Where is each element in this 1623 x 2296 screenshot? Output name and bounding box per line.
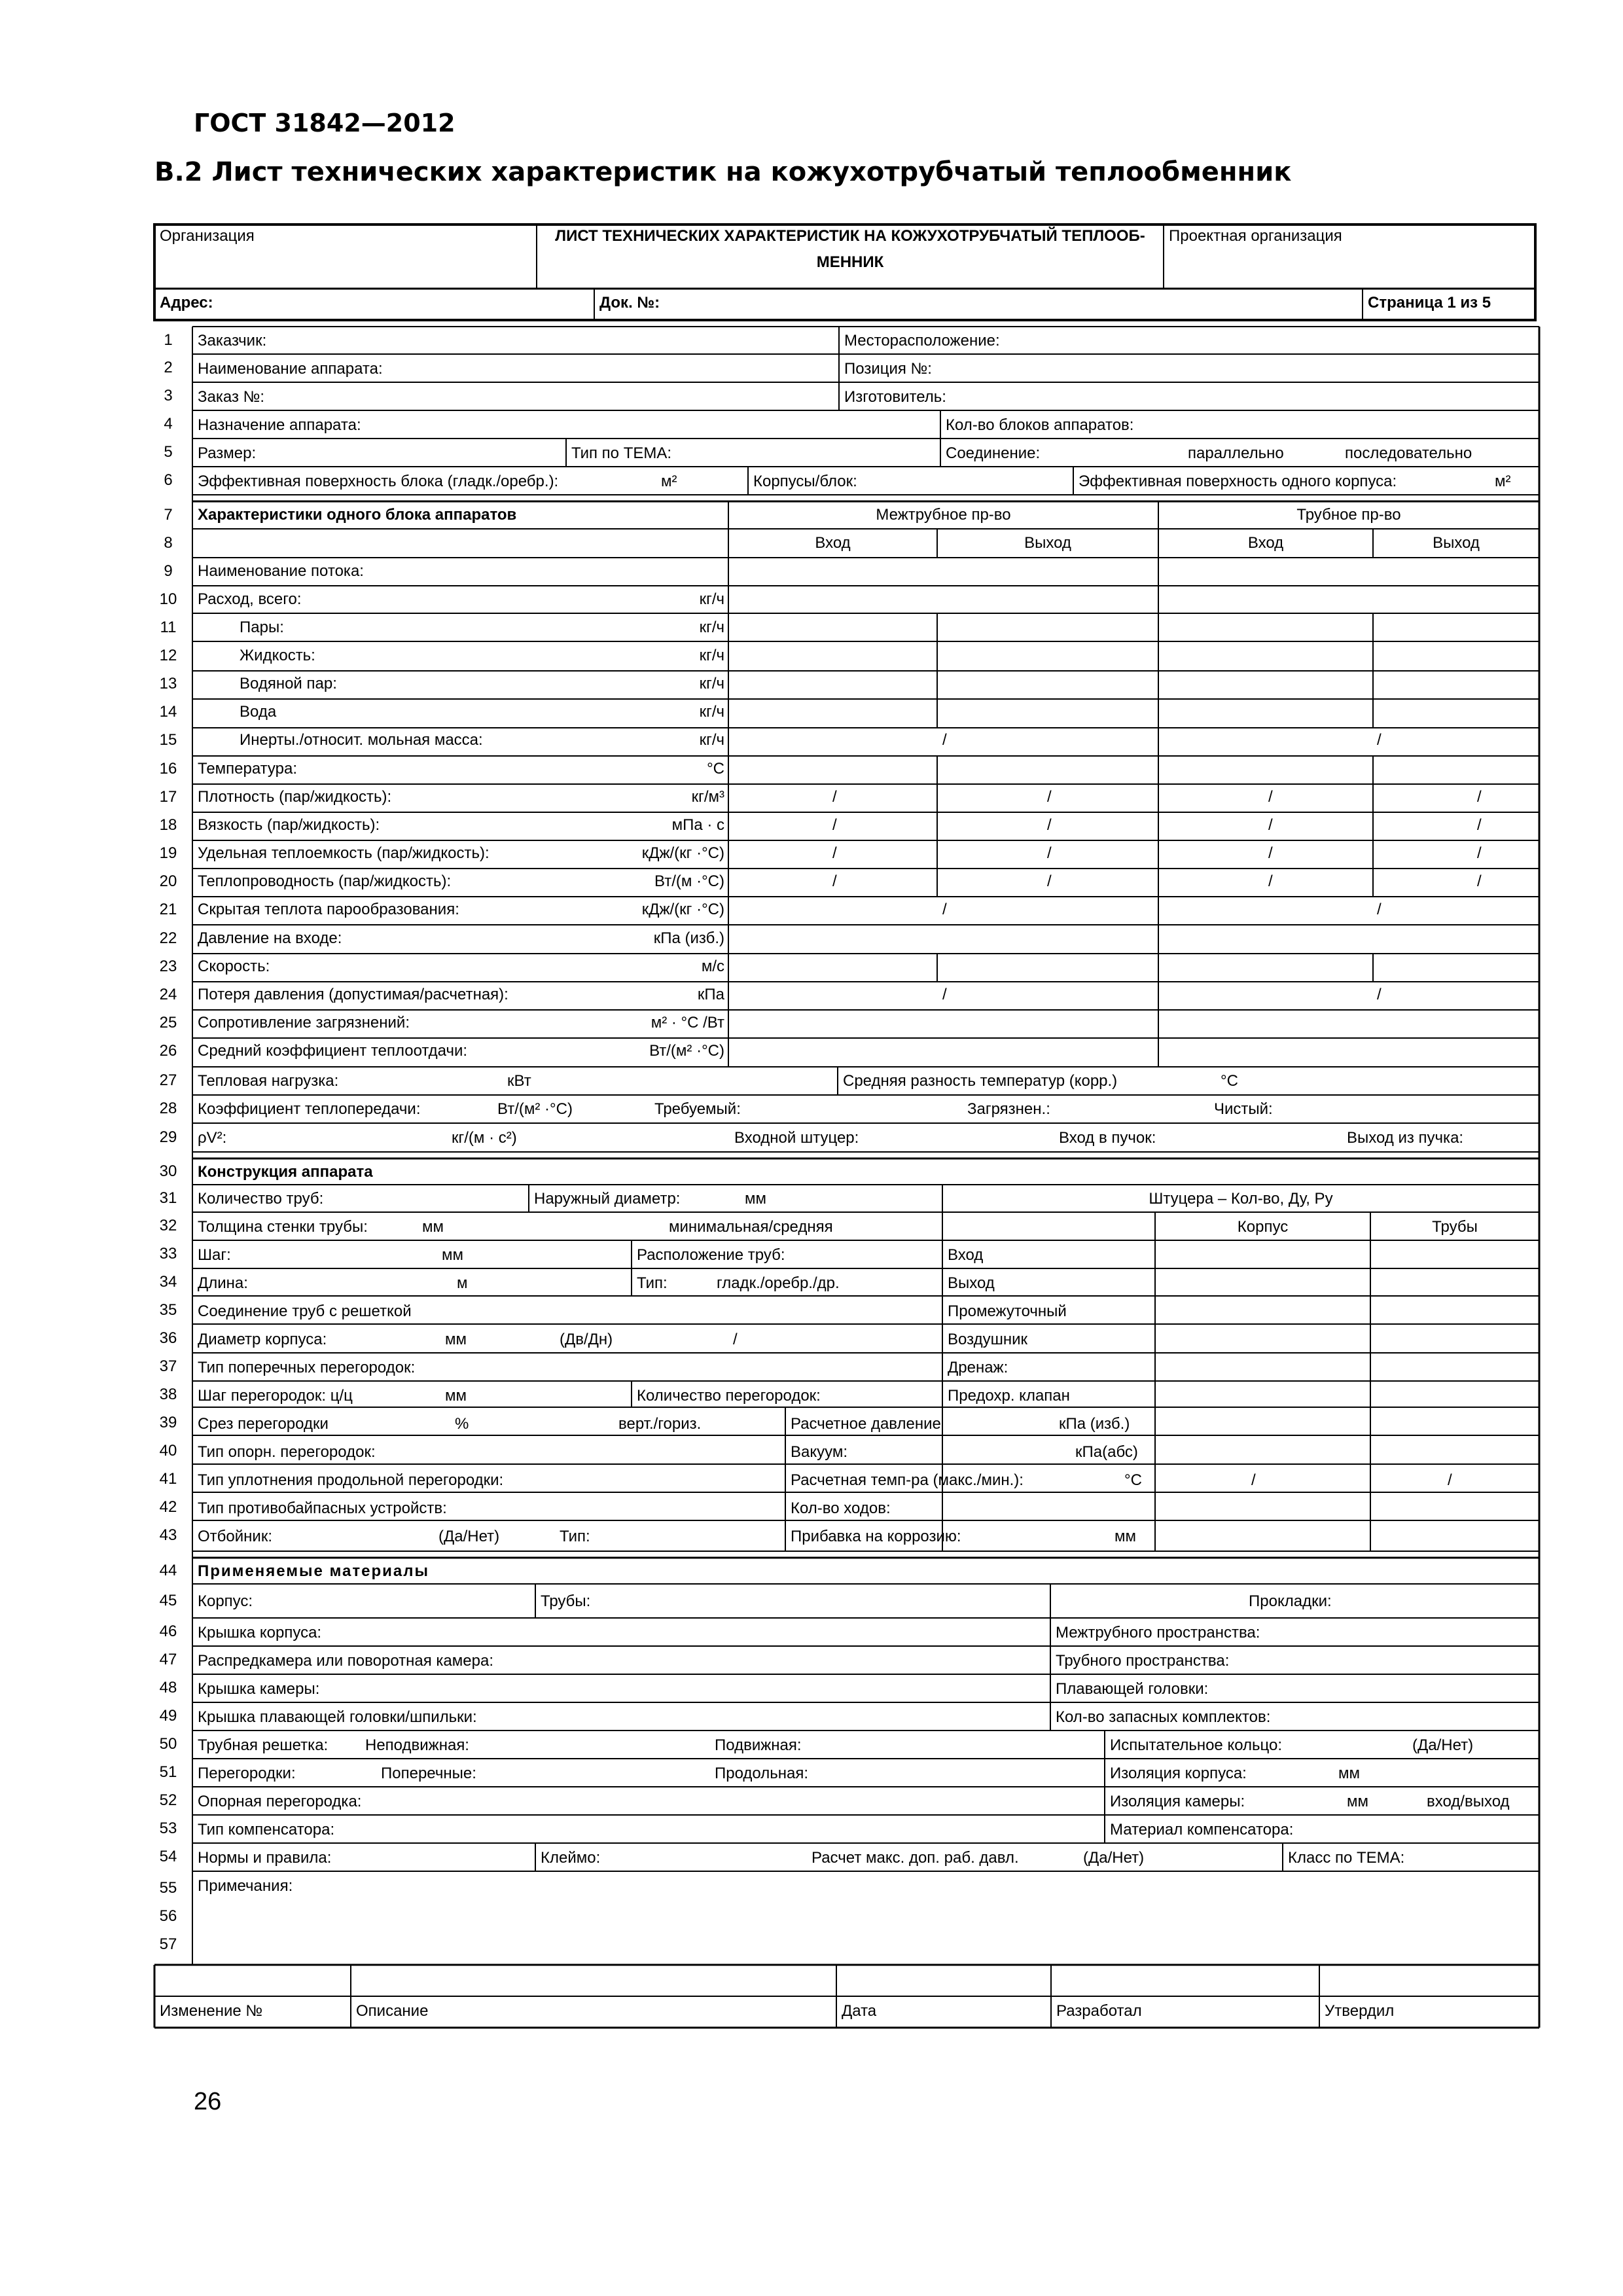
row-number: 36 <box>159 1329 177 1347</box>
m2-unit-1: м² <box>661 473 677 490</box>
mat-chan-ins-mm: мм <box>1347 1793 1368 1810</box>
row-number: 1 <box>164 331 173 349</box>
row-number: 38 <box>159 1386 177 1403</box>
row-number: 43 <box>159 1526 177 1544</box>
mat-test-ring-yesno: (Да/Нет) <box>1412 1736 1474 1754</box>
tema-type-label: Тип по ТЕМА: <box>571 444 672 462</box>
design-temp-slash-2: / <box>1448 1471 1452 1489</box>
row-number: 53 <box>159 1820 177 1837</box>
bundle-in-label: Вход в пучок: <box>1059 1129 1156 1147</box>
slash-separator: / <box>1047 816 1052 834</box>
u-unit: Вт/(м² ·°С) <box>497 1100 573 1118</box>
slash-separator: / <box>832 816 837 834</box>
bypass-label: Тип противобайпасных устройств: <box>198 1499 447 1517</box>
perf-item-unit: кг/ч <box>699 647 724 664</box>
length-label: Длина: <box>198 1274 248 1292</box>
row-number: 23 <box>159 958 177 975</box>
perf-item-label: Средний коэффициент теплоотдачи: <box>198 1042 468 1060</box>
row-number: 33 <box>159 1245 177 1263</box>
mat-chan-ins-label: Изоляция камеры: <box>1110 1793 1245 1810</box>
perf-item-label: Плотность (пар/жидкость): <box>198 788 392 806</box>
perf-item-label: Скорость: <box>198 958 270 975</box>
rhov2-label: ρV²: <box>198 1129 227 1147</box>
required-label: Требуемый: <box>654 1100 741 1118</box>
row-number: 32 <box>159 1217 177 1234</box>
mat-tubes-label: Трубы: <box>541 1592 591 1610</box>
od-label: Наружный диаметр: <box>534 1190 681 1208</box>
fouled-label: Загрязнен.: <box>967 1100 1050 1118</box>
row-number: 50 <box>159 1735 177 1753</box>
row-number: 29 <box>159 1128 177 1146</box>
tube-inlet: Вход <box>1247 534 1284 552</box>
row-number: 48 <box>159 1679 177 1696</box>
manufacturer-label: Изготовитель: <box>844 388 946 406</box>
standard-number: ГОСТ 31842—2012 <box>194 109 455 137</box>
mat-baffles-label: Перегородки: <box>198 1765 296 1782</box>
row-number: 6 <box>164 471 173 489</box>
perf-item-unit: Вт/(м ·°С) <box>654 872 724 890</box>
shell-dia-slash: / <box>733 1331 738 1348</box>
vent-label: Воздушник <box>948 1331 1027 1348</box>
perf-item-label: Сопротивление загрязнений: <box>198 1014 410 1031</box>
construction-header: Конструкция аппарата <box>198 1163 373 1181</box>
perf-item-label: Давление на входе: <box>198 929 342 947</box>
row-number: 47 <box>159 1651 177 1668</box>
design-press-label: Расчетное давление <box>791 1415 941 1433</box>
location-label: Месторасположение: <box>844 332 1000 350</box>
wall-mm: мм <box>422 1218 444 1236</box>
row-number: 44 <box>159 1562 177 1579</box>
mat-test-ring-label: Испытательное кольцо: <box>1110 1736 1283 1754</box>
design-temp-c: °С <box>1124 1471 1142 1489</box>
nozzle-tubes-header: Трубы <box>1432 1218 1478 1236</box>
slash-separator: / <box>1477 844 1482 862</box>
kpa-g-unit: кПа (изб.) <box>1059 1415 1130 1433</box>
doc-no-label: Док. №: <box>599 294 660 312</box>
series-option: последовательно <box>1345 444 1472 462</box>
baffle-count-label: Количество перегородок: <box>637 1387 821 1405</box>
nozzle-in-label: Вход <box>948 1246 984 1264</box>
row-number: 10 <box>159 590 177 608</box>
rev-label: Изменение № <box>160 2002 263 2020</box>
slash-separator: / <box>1268 788 1273 806</box>
mat-cross-label: Поперечные: <box>381 1765 476 1782</box>
cut-label: Срез перегородки <box>198 1415 329 1433</box>
date-label: Дата <box>842 2002 877 2020</box>
cut-pct: % <box>455 1415 469 1433</box>
row-number: 19 <box>159 844 177 862</box>
perf-item-unit: °C <box>707 760 724 778</box>
row-number: 17 <box>159 788 177 806</box>
nozzle-shell-header: Корпус <box>1237 1218 1289 1236</box>
slash-separator: / <box>1477 788 1482 806</box>
min-avg-label: минимальная/средняя <box>669 1218 833 1236</box>
row-number: 21 <box>159 901 177 918</box>
row-number: 16 <box>159 760 177 778</box>
pitch-label: Шаг: <box>198 1246 231 1264</box>
mat-tubesheet-label: Трубная решетка: <box>198 1736 329 1754</box>
row-number: 34 <box>159 1273 177 1291</box>
slash-separator: / <box>832 872 837 890</box>
materials-header: Применяемые материалы <box>198 1562 429 1580</box>
perf-item-unit: кг/ч <box>699 619 724 636</box>
bundle-out-label: Выход из пучка: <box>1347 1129 1464 1147</box>
mat-spares-label: Кол-во запасных комплектов: <box>1056 1708 1271 1726</box>
perf-item-label: Инерты./относит. мольная масса: <box>240 731 483 749</box>
row-number: 45 <box>159 1592 177 1609</box>
kpa-a-unit: кПа(абс) <box>1075 1443 1138 1461</box>
shells-per-block-label: Корпусы/блок: <box>753 473 857 490</box>
row-number: 40 <box>159 1442 177 1460</box>
m2-unit-2: м² <box>1495 473 1511 490</box>
layout-label: Расположение труб: <box>637 1246 785 1264</box>
row-number: 42 <box>159 1498 177 1516</box>
mat-tema-class-label: Класс по ТЕМА: <box>1288 1849 1405 1867</box>
impingement-yesno: (Да/Нет) <box>438 1528 500 1545</box>
slash-separator: / <box>832 788 837 806</box>
row-number: 24 <box>159 986 177 1003</box>
slash-separator: / <box>942 986 947 1003</box>
shell-dia-mm: мм <box>445 1331 467 1348</box>
cross-baffles-label: Тип поперечных перегородок: <box>198 1359 416 1376</box>
row-number: 26 <box>159 1042 177 1060</box>
baffle-pitch-label: Шаг перегородок: ц/ц <box>198 1387 353 1405</box>
slash-separator: / <box>1268 816 1273 834</box>
tube-side-header: Трубное пр-во <box>1296 506 1401 524</box>
slash-separator: / <box>1377 901 1382 918</box>
mat-shell-ins-label: Изоляция корпуса: <box>1110 1765 1247 1782</box>
impingement-type: Тип: <box>560 1528 590 1545</box>
drain-label: Дренаж: <box>948 1359 1008 1376</box>
row-number: 13 <box>159 675 177 692</box>
row-number: 46 <box>159 1623 177 1640</box>
rhov2-unit: кг/(м · с²) <box>452 1129 517 1147</box>
mat-codes-label: Нормы и правила: <box>198 1849 332 1867</box>
mat-shell-side-label: Межтрубного пространства: <box>1056 1624 1260 1641</box>
kw-unit: кВт <box>507 1072 531 1090</box>
finned-options: гладк./оребр./др. <box>717 1274 840 1292</box>
degc-unit: °С <box>1221 1072 1238 1090</box>
relief-label: Предохр. клапан <box>948 1387 1070 1405</box>
perf-item-unit: м/с <box>701 958 724 975</box>
eff-surface-block-label: Эффективная поверхность блока (гладк./оребр.): <box>198 473 559 490</box>
page-of-label: Страница 1 из 5 <box>1368 294 1491 312</box>
row-number: 39 <box>159 1414 177 1431</box>
size-label: Размер: <box>198 444 257 462</box>
row-number: 7 <box>164 506 173 524</box>
perf-item-label: Пары: <box>240 619 284 636</box>
design-temp-slash-1: / <box>1251 1471 1256 1489</box>
dv-dn-label: (Дв/Дн) <box>560 1331 613 1348</box>
design-temp-label: Расчетная темп-ра (макс./мин.): <box>791 1471 1024 1489</box>
mat-stationary-label: Неподвижная: <box>365 1736 469 1754</box>
purpose-label: Назначение аппарата: <box>198 416 361 434</box>
slash-separator: / <box>1477 872 1482 890</box>
position-label: Позиция №: <box>844 360 932 378</box>
perf-item-label: Потеря давления (допустимая/расчетная): <box>198 986 508 1003</box>
row-number: 20 <box>159 872 177 890</box>
row-number: 54 <box>159 1848 177 1865</box>
corrosion-label: Прибавка на коррозию: <box>791 1528 961 1545</box>
address-label: Адрес: <box>160 294 213 312</box>
perf-item-unit: мПа · с <box>671 816 724 834</box>
slash-separator: / <box>1377 731 1382 749</box>
mat-shell-cover-label: Крышка корпуса: <box>198 1624 322 1641</box>
perf-item-unit: кДж/(кг ·°С) <box>641 844 724 862</box>
row-number: 28 <box>159 1100 177 1117</box>
row-number: 56 <box>159 1907 177 1925</box>
long-seal-label: Тип уплотнения продольной перегородки: <box>198 1471 504 1489</box>
mat-shell-label: Корпус: <box>198 1592 253 1610</box>
perf-item-unit: Вт/(м² ·°С) <box>649 1042 724 1060</box>
inlet-nozzle-label: Входной штуцер: <box>734 1129 859 1147</box>
slash-separator: / <box>1047 872 1052 890</box>
row-number: 15 <box>159 731 177 749</box>
row-number: 5 <box>164 443 173 461</box>
page-number: 26 <box>194 2088 222 2115</box>
pitch-mm: мм <box>442 1246 463 1264</box>
row-number: 35 <box>159 1301 177 1319</box>
slash-separator: / <box>1268 844 1273 862</box>
row-number: 8 <box>164 534 173 552</box>
slash-separator: / <box>1268 872 1273 890</box>
customer-label: Заказчик: <box>198 332 267 350</box>
length-m: м <box>457 1274 468 1292</box>
row-number: 41 <box>159 1470 177 1488</box>
perf-item-label: Наименование потока: <box>198 562 364 580</box>
perf-item-unit: м² · °С /Вт <box>651 1014 724 1031</box>
mat-gaskets-label: Прокладки: <box>1249 1592 1332 1610</box>
row-number: 27 <box>159 1071 177 1089</box>
mat-shell-ins-mm: мм <box>1338 1765 1360 1782</box>
sheet-title-2: МЕННИК <box>816 253 884 271</box>
clean-label: Чистый: <box>1214 1100 1273 1118</box>
row-number: 4 <box>164 415 173 433</box>
perf-item-unit: кг/ч <box>699 590 724 608</box>
perf-item-label: Вода <box>240 703 277 721</box>
row-number: 30 <box>159 1162 177 1180</box>
mtd-label: Средняя разность температур (корр.) <box>843 1072 1118 1090</box>
baffle-pitch-mm: мм <box>445 1387 467 1405</box>
mat-channel-cover-label: Крышка камеры: <box>198 1680 320 1698</box>
u-label: Коэффициент теплопередачи: <box>198 1100 421 1118</box>
perf-item-label: Температура: <box>198 760 298 778</box>
mat-floating-head-label: Плавающей головки: <box>1056 1680 1209 1698</box>
row-number: 11 <box>160 619 177 636</box>
perf-item-unit: кДж/(кг ·°С) <box>641 901 724 918</box>
slash-separator: / <box>832 844 837 862</box>
section-title: В.2 Лист технических характеристик на кожухотрубчатый теплообменник <box>154 157 1292 187</box>
perf-item-label: Расход, всего: <box>198 590 302 608</box>
perf-item-label: Жидкость: <box>240 647 315 664</box>
tube-type-label: Тип: <box>637 1274 668 1292</box>
perf-item-label: Скрытая теплота парообразования: <box>198 901 459 918</box>
blocks-label: Кол-во блоков аппаратов: <box>946 416 1134 434</box>
parallel-option: параллельно <box>1188 444 1284 462</box>
row-number: 22 <box>159 929 177 947</box>
mat-fh-cover-label: Крышка плавающей головки/шпильки: <box>198 1708 477 1726</box>
perf-item-label: Вязкость (пар/жидкость): <box>198 816 380 834</box>
od-mm: мм <box>745 1190 766 1208</box>
mat-long-label: Продольная: <box>715 1765 809 1782</box>
row-number: 52 <box>159 1791 177 1809</box>
support-label: Тип опорн. перегородок: <box>198 1443 376 1461</box>
shell-inlet: Вход <box>815 534 851 552</box>
slash-separator: / <box>1047 788 1052 806</box>
apparatus-name-label: Наименование аппарата: <box>198 360 383 378</box>
tube-outlet: Выход <box>1433 534 1480 552</box>
org-label: Организация <box>160 227 255 245</box>
perf-item-unit: кг/ч <box>699 731 724 749</box>
by-label: Разработал <box>1056 2002 1142 2020</box>
sheet-title-1: ЛИСТ ТЕХНИЧЕСКИХ ХАРАКТЕРИСТИК НА КОЖУХОТРУБЧАТЫЙ ТЕПЛООБ- <box>555 227 1145 245</box>
row-number: 49 <box>159 1707 177 1725</box>
connection-label: Соединение: <box>946 444 1041 462</box>
mat-support-plate-label: Опорная перегородка: <box>198 1793 362 1810</box>
vacuum-label: Вакуум: <box>791 1443 848 1461</box>
appr-label: Утвердил <box>1325 2002 1395 2020</box>
row-number: 14 <box>159 703 177 721</box>
slash-separator: / <box>1377 986 1382 1003</box>
design-org-label: Проектная организация <box>1169 227 1342 245</box>
perf-item-label: Водяной пар: <box>240 675 337 692</box>
row-number: 55 <box>159 1879 177 1897</box>
row-number: 37 <box>159 1357 177 1375</box>
desc-label: Описание <box>356 2002 429 2020</box>
row-number: 31 <box>159 1189 177 1207</box>
order-label: Заказ №: <box>198 388 265 406</box>
perf-item-unit: кПа (изб.) <box>653 929 724 947</box>
row-number: 12 <box>159 647 177 664</box>
orient-label: верт./гориз. <box>618 1415 702 1433</box>
mat-stamp-label: Клеймо: <box>541 1849 601 1867</box>
row-number: 51 <box>159 1763 177 1781</box>
row-number: 9 <box>164 562 173 580</box>
passes-label: Кол-во ходов: <box>791 1499 891 1517</box>
mat-tube-side-label: Трубного пространства: <box>1056 1652 1230 1670</box>
slash-separator: / <box>1047 844 1052 862</box>
slash-separator: / <box>1477 816 1482 834</box>
slash-separator: / <box>942 731 947 749</box>
shell-dia-label: Диаметр корпуса: <box>198 1331 327 1348</box>
row-number: 25 <box>159 1014 177 1031</box>
perf-item-unit: кг/ч <box>699 703 724 721</box>
mat-exp-mat-label: Материал компенсатора: <box>1110 1821 1294 1839</box>
notes-label: Примечания: <box>198 1877 293 1895</box>
perf-item-unit: кг/ч <box>699 675 724 692</box>
mat-in-out: вход/выход <box>1427 1793 1510 1810</box>
row-number: 18 <box>159 816 177 834</box>
mat-expansion-label: Тип компенсатора: <box>198 1821 335 1839</box>
impingement-label: Отбойник: <box>198 1528 272 1545</box>
perf-item-label: Удельная теплоемкость (пар/жидкость): <box>198 844 490 862</box>
shell-outlet: Выход <box>1024 534 1071 552</box>
wall-label: Толщина стенки трубы: <box>198 1218 368 1236</box>
mat-floating-label: Подвижная: <box>715 1736 802 1754</box>
tubes-count-label: Количество труб: <box>198 1190 324 1208</box>
nozzle-out-label: Выход <box>948 1274 995 1292</box>
slash-separator: / <box>942 901 947 918</box>
row-number: 2 <box>164 359 173 376</box>
shell-side-header: Межтрубное пр-во <box>876 506 1011 524</box>
perf-item-unit: кПа <box>697 986 724 1003</box>
intermediate-label: Промежуточный <box>948 1302 1067 1320</box>
corrosion-mm: мм <box>1115 1528 1136 1545</box>
perf-item-label: Теплопроводность (пар/жидкость): <box>198 872 452 890</box>
perf-item-unit: кг/м³ <box>691 788 724 806</box>
perf-header: Характеристики одного блока аппаратов <box>198 506 517 524</box>
eff-surface-shell-label: Эффективная поверхность одного корпуса: <box>1079 473 1397 490</box>
mat-channel-label: Распредкамера или поворотная камера: <box>198 1652 493 1670</box>
tube-joint-label: Соединение труб с решеткой <box>198 1302 412 1320</box>
row-number: 57 <box>159 1935 177 1953</box>
mat-mawp-yesno: (Да/Нет) <box>1083 1849 1145 1867</box>
mat-mawp-label: Расчет макс. доп. раб. давл. <box>812 1849 1019 1867</box>
heat-load-label: Тепловая нагрузка: <box>198 1072 339 1090</box>
nozzles-header: Штуцера – Кол-во, Ду, Ру <box>1149 1190 1333 1208</box>
row-number: 3 <box>164 387 173 404</box>
